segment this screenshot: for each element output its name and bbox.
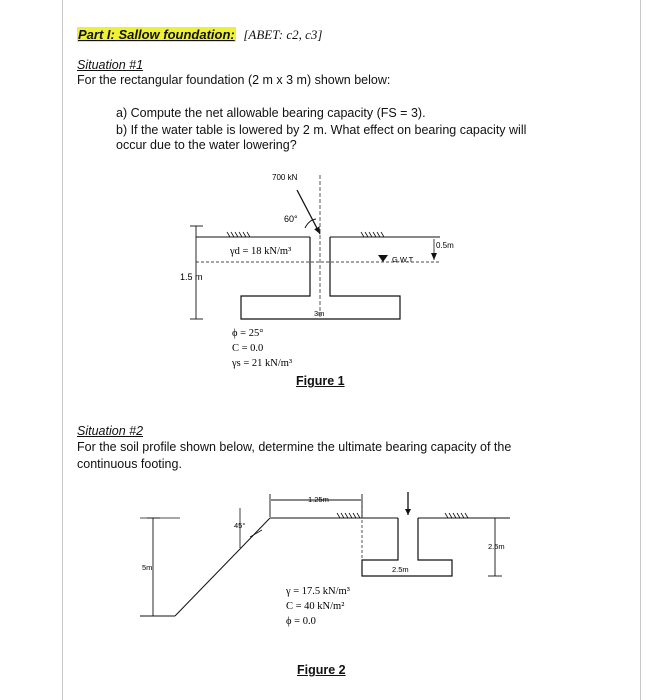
abet-tag: [ABET: c2, c3]	[243, 27, 323, 42]
figure2-caption: Figure 2	[297, 663, 346, 677]
situation1-title: Situation #1	[77, 58, 144, 72]
figure1-gamma-d: γd = 18 kN/m³	[230, 246, 292, 257]
situation1-intro: For the rectangular foundation (2 m x 3 m) shown below:	[77, 73, 391, 87]
figure1-angle-label: 60°	[284, 214, 298, 224]
figure2-slope-height-label: 5m	[142, 563, 153, 572]
figure1-gamma-s: γs = 21 kN/m³	[232, 358, 293, 369]
figure2-ground-hatch	[337, 513, 468, 518]
figure2-depth-label: 2.5m	[488, 542, 505, 551]
figure1-gwt-depth: 0.5m	[436, 241, 454, 250]
figure2-width-label: 2.5m	[392, 565, 409, 574]
figure2-angle-label: 45°	[234, 521, 246, 530]
figure1-gwt-label: G.W.T	[392, 255, 414, 264]
figure2-c: C = 40 kN/m²	[286, 601, 345, 612]
figure2-edge-label: 1.25m	[308, 495, 329, 504]
situation1-item-b-line1: b) If the water table is lowered by 2 m. What effect on bearing capacity will	[116, 123, 527, 137]
situation1-item-b-line2: occur due to the water lowering?	[116, 138, 297, 152]
situation2-intro-line2: continuous footing.	[77, 457, 182, 471]
figure1-c: C = 0.0	[232, 343, 264, 354]
figure1-load-label: 700 kN	[272, 173, 298, 182]
situation2-intro-line1: For the soil profile shown below, determine the ultimate bearing capacity of the	[77, 440, 512, 454]
figure1-phi: ϕ = 25°	[232, 328, 264, 339]
figure2-gamma: γ = 17.5 kN/m³	[286, 586, 350, 597]
part-title: Part I: Sallow foundation:	[78, 27, 235, 42]
figure1-caption: Figure 1	[296, 374, 345, 388]
situation2-title: Situation #2	[77, 424, 144, 438]
figure1-depth-label: 1.5 m	[180, 272, 203, 282]
situation1-item-a: a) Compute the net allowable bearing capacity (FS = 3).	[116, 106, 426, 120]
figure1-width-label: 3m	[314, 309, 325, 318]
figure2-phi: ϕ = 0.0	[286, 616, 316, 627]
figure2-slope	[175, 518, 270, 616]
